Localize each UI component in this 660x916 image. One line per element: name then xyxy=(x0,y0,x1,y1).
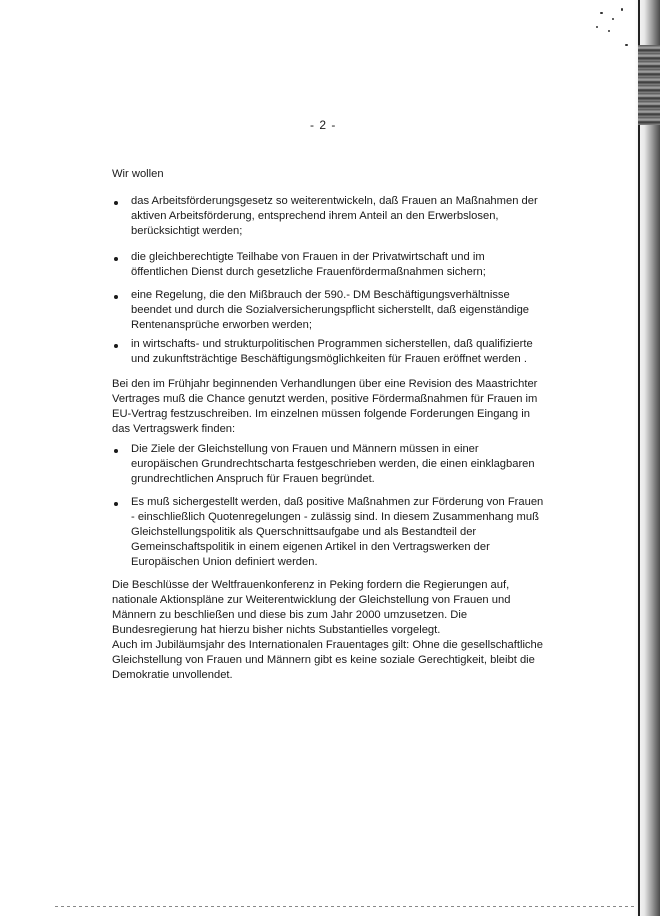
list-item-line: Europäischen Union definiert werden. xyxy=(131,556,318,568)
paragraph-line: EU-Vertrag festzuschreiben. Im einzelnen müssen folgende Forderungen Eingang in xyxy=(112,408,530,420)
list-item-line: Gleichstellungspolitik als Querschnittsaufgabe und als Bestandteil der xyxy=(131,526,477,538)
scan-speckle xyxy=(612,18,614,20)
paragraph-line: das Vertragswerk finden: xyxy=(112,423,236,435)
paragraph-line: Auch im Jubiläumsjahr des Internationalen Frauentages gilt: Ohne die gesellschaftliche xyxy=(112,639,543,651)
paragraph-line: Gleichstellung von Frauen und Männern gibt es keine soziale Gerechtigkeit, bleibt die xyxy=(112,654,535,666)
paragraph-line: Die Beschlüsse der Weltfrauenkonferenz in Peking fordern die Regierungen auf, xyxy=(112,579,510,591)
scan-edge-artifact xyxy=(638,45,660,125)
list-item-line: beendet und durch die Sozialversicherungspflicht sicherstellt, daß eigenständige xyxy=(131,304,530,316)
bullet-icon xyxy=(114,201,118,205)
list-item-line: - einschließlich Quotenregelungen - zulässig sind. In diesem Zusammenhang muß xyxy=(131,511,539,523)
bullet-icon xyxy=(114,502,118,506)
list-item-line: Gemeinschaftspolitik in einem eigenen Artikel in den Vertragswerken der xyxy=(131,541,490,553)
bullet-icon xyxy=(114,257,118,261)
paragraph-line: Vertrages muß die Chance genutzt werden, positive Fördermaßnahmen für Frauen im xyxy=(112,393,538,405)
list-item-line: öffentlichen Dienst durch gesetzliche Frauenfördermaßnahmen sichern; xyxy=(131,266,486,278)
intro-text: Wir wollen xyxy=(112,168,164,180)
bullet-icon xyxy=(114,344,118,348)
list-item-line: grundrechtlichen Anspruch für Frauen begründet. xyxy=(131,473,375,485)
scan-speckle xyxy=(596,26,598,28)
list-item-line: europäischen Grundrechtscharta festgeschrieben werden, die einen einklagbaren xyxy=(131,458,535,470)
scan-speckle xyxy=(600,12,603,14)
list-item-line: Die Ziele der Gleichstellung von Frauen und Männern müssen in einer xyxy=(131,443,479,455)
list-item-line: und zukunftsträchtige Beschäftigungsmöglichkeiten für Frauen eröffnet werden . xyxy=(131,353,527,365)
scan-speckle xyxy=(621,8,623,11)
scan-edge-line xyxy=(638,0,640,916)
list-item-line: aktiven Arbeitsförderung, entsprechend ihrem Anteil an den Erwerbslosen, xyxy=(131,210,499,222)
scan-speckle xyxy=(625,44,628,46)
list-item-line: in wirtschafts- und strukturpolitischen Programmen sicherstellen, daß qualifizierte xyxy=(131,338,533,350)
paragraph-line: Bundesregierung hat hierzu bisher nichts Substantielles vorgelegt. xyxy=(112,624,441,636)
list-item-line: Es muß sichergestellt werden, daß positive Maßnahmen zur Förderung von Frauen xyxy=(131,496,544,508)
paragraph-line: Demokratie unvollendet. xyxy=(112,669,233,681)
list-item-line: die gleichberechtigte Teilhabe von Frauen in der Privatwirtschaft und im xyxy=(131,251,485,263)
list-item-line: eine Regelung, die den Mißbrauch der 590.- DM Beschäftigungsverhältnisse xyxy=(131,289,510,301)
list-item-line: Rentenansprüche erworben werden; xyxy=(131,319,312,331)
list-item-line: das Arbeitsförderungsgesetz so weiterentwickeln, daß Frauen an Maßnahmen der xyxy=(131,195,538,207)
bullet-icon xyxy=(114,295,118,299)
bullet-icon xyxy=(114,449,118,453)
page-number: - 2 - xyxy=(310,118,337,132)
scan-bottom-line xyxy=(55,906,634,907)
paragraph-line: Bei den im Frühjahr beginnenden Verhandlungen über eine Revision des Maastrichter xyxy=(112,378,538,390)
list-item-line: berücksichtigt werden; xyxy=(131,225,243,237)
scan-speckle xyxy=(608,30,610,32)
paragraph-line: Männern zu beschließen und diese bis zum Jahr 2000 umzusetzen. Die xyxy=(112,609,468,621)
paragraph-line: nationale Aktionspläne zur Weiterentwicklung der Gleichstellung von Frauen und xyxy=(112,594,511,606)
